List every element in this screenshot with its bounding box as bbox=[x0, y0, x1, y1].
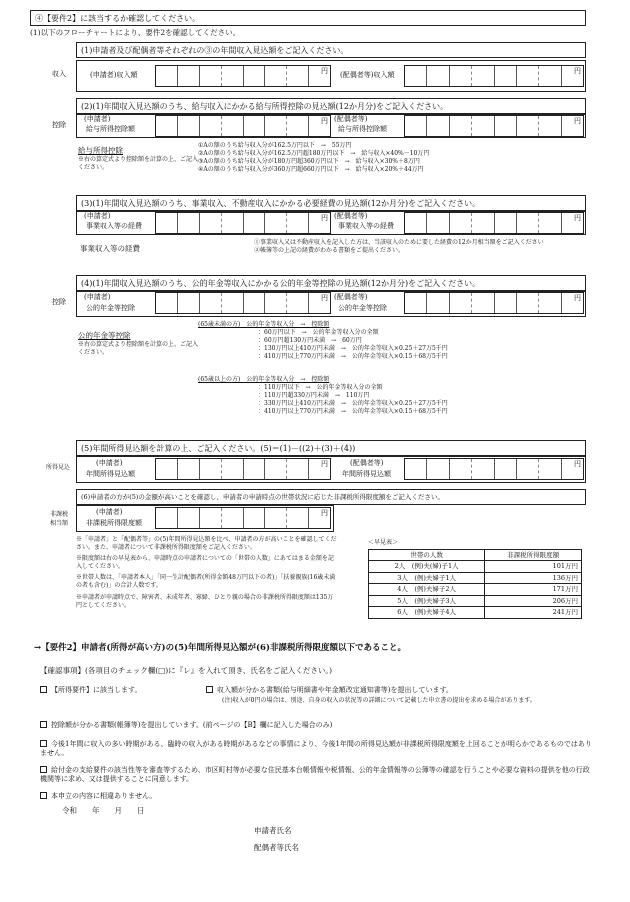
spouse-name-label: 配偶者等氏名 bbox=[254, 843, 299, 852]
s3-rule: ②帳簿等の上記の経費がわかる書類をご提出ください。 bbox=[254, 247, 405, 255]
s4-applicant-label1: (申請者) bbox=[84, 293, 111, 301]
s4-spouse-label1: (配偶者等) bbox=[334, 293, 368, 301]
s6-applicant-label1: (申請者) bbox=[96, 508, 123, 516]
limit-value: 241万円 bbox=[485, 607, 582, 618]
yen-label: 円 bbox=[574, 214, 581, 222]
s1-title: (1)申請者及び配偶者等それぞれの③の年間収入見込額をご記入ください。 bbox=[76, 42, 586, 58]
s3-applicant-label2: 事業収入等の経費 bbox=[86, 222, 142, 230]
note-item: ※申請者が申請時点で、障害者、未成年者、寡婦、ひとり親の場合の非課税所得限度額は135万円としてください。 bbox=[76, 593, 334, 609]
confirm-item-consent bbox=[40, 766, 596, 784]
table-header: 世帯の人数 bbox=[369, 550, 485, 561]
s2-spouse-amount[interactable] bbox=[404, 115, 584, 137]
s4-note: ※右の算定式より控除額を計算の上、ご記入ください。 bbox=[78, 341, 199, 357]
s5-spouse-amount[interactable] bbox=[404, 458, 584, 480]
s1-side-label: 収入 bbox=[52, 70, 66, 78]
household-size: 3人 (例)夫婦子1人 bbox=[369, 572, 485, 583]
s5-applicant-amount[interactable] bbox=[155, 458, 331, 480]
s4-under65-head: (65歳未満の方) 公的年金等収入分 → 控除額 bbox=[198, 321, 330, 328]
checkbox[interactable] bbox=[40, 721, 47, 728]
yen-label: 円 bbox=[321, 214, 328, 222]
yen-label: 円 bbox=[574, 294, 581, 302]
yen-label: 円 bbox=[321, 509, 328, 517]
yen-label: 円 bbox=[321, 117, 328, 125]
confirm-item-income bbox=[40, 686, 141, 695]
s5-spouse-label1: (配偶者等) bbox=[350, 459, 384, 467]
applicant-name-label: 申請者氏名 bbox=[254, 826, 292, 835]
s4-rule: ：60万円超130万円未満 → 60万円 bbox=[258, 337, 362, 345]
s6-applicant-label2: 非課税所得限度額 bbox=[86, 519, 142, 527]
checkbox[interactable] bbox=[40, 792, 47, 799]
yen-label: 円 bbox=[574, 460, 581, 468]
yen-label: 円 bbox=[321, 460, 328, 468]
s4-rule: ：110万円以下 → 公的年金等収入分の全額 bbox=[258, 384, 383, 392]
confirm-text: 今後1年間に収入の多い時期がある、臨時の収入がある時期があるなどの事情により、今後1年間の所得見込額が非課税所得限度額を上回ることが明らかであるものではありません。 bbox=[40, 740, 592, 757]
date-field[interactable]: 令和 年 月 日 bbox=[62, 806, 145, 815]
s4-side-label: 控除 bbox=[52, 298, 66, 306]
household-size: 5人 (例)夫婦子3人 bbox=[369, 595, 485, 606]
s2-rules bbox=[198, 142, 429, 174]
s3-applicant-label1: (申請者) bbox=[84, 212, 111, 220]
s6-side-label1: 非課税 bbox=[50, 511, 69, 518]
s3-spouse-label1: (配偶者等) bbox=[334, 212, 368, 220]
s5-side-label: 所得見込 bbox=[46, 464, 71, 471]
s2-spouse-label2: 給与所得控除額 bbox=[338, 125, 387, 133]
s2-title: (2)(1)年間収入見込額のうち、給与収入にかかる給与所得控除の見込額(12か月分)をご記入ください。 bbox=[76, 98, 586, 114]
s4-rule: ：330万円以上410万円未満 → 公的年金等収入×0.25＋27万5千円 bbox=[258, 400, 448, 408]
s4-rule: ：130万円以上410万円未満 → 公的年金等収入×0.25＋27万5千円 bbox=[258, 345, 448, 353]
limit-value: 171万円 bbox=[485, 584, 582, 595]
s4-under65 bbox=[198, 321, 448, 361]
s2-note: ※右の算定式より控除額を計算の上、ご記入ください。 bbox=[78, 156, 199, 172]
checkbox[interactable] bbox=[40, 766, 47, 773]
note-item: ※世帯人数は、「申請者本人」「同一生計配偶者(所得金額48万円以下の者)」「扶養親族(16歳未満の者も含む)」の合計人数です。 bbox=[76, 574, 336, 590]
s6-limit-amount[interactable] bbox=[155, 507, 331, 529]
s4-title: (4)(1)年間収入見込額のうち、公的年金等収入にかかる公的年金等控除の見込額(12か月分)をご記入ください。 bbox=[76, 275, 586, 291]
s4-rule: ：410万円以上770万円未満 → 公的年金等収入×0.15＋68万5千円 bbox=[258, 353, 448, 361]
confirm-text: 収入額が分かる書類(給与明細書や年金額改定通知書等)を提出しています。 bbox=[217, 686, 453, 694]
yen-label: 円 bbox=[321, 294, 328, 302]
s1-spouse-amount[interactable] bbox=[404, 65, 584, 87]
s6-side-label2: 相当額 bbox=[50, 520, 69, 527]
confirm-item-docs bbox=[206, 686, 453, 695]
confirm-item-future bbox=[40, 740, 596, 758]
confirm-item-deduction bbox=[40, 721, 332, 730]
s2-rule: ①Aの額のうち給与収入分が162.5万円以下 → 55万円 bbox=[198, 142, 352, 149]
confirm-text: 給付金の支給要件の該当性等を審査等するため、市区町村等が必要な住民基本台帳情報や税情報、公的年金情報等の公簿等の確認を行うことや必要な資料の提供を他の行政機関等に求め、又は提供することに同意します。 bbox=[40, 766, 590, 783]
checkbox[interactable] bbox=[40, 740, 47, 747]
s1-applicant-amount[interactable] bbox=[155, 65, 331, 87]
s2-rule: ④Aの額のうち給与収入分が360万円超660万円以下 → 給与収入×20%＋44万円 bbox=[198, 166, 424, 174]
s3-rule: ①事業収入又は不動産収入を記入した方は、当該収入のために要した経費の12か月相当額をご記入ください bbox=[254, 239, 544, 246]
note-item: ※「申請者」と「配偶者等」の(5)年間所得見込額を比べ、申請者の方が高いことを確認してください。また、申請者について非課税所得限度額をご記入ください。 bbox=[76, 536, 337, 552]
household-size: 2人 (例)夫(婦)子1人 bbox=[369, 561, 485, 572]
s4-applicant-label2: 公的年金等控除 bbox=[86, 304, 135, 312]
intro-text: (1)以下のフローチャートにより、要件2を確認してください。 bbox=[30, 28, 241, 37]
s2-applicant-label2: 給与所得控除額 bbox=[86, 125, 135, 133]
s3-spouse-label2: 事業収入等の経費 bbox=[338, 222, 394, 230]
checkbox[interactable] bbox=[206, 686, 213, 693]
confirm-text: 【所得要件】に該当します。 bbox=[51, 686, 142, 694]
s4-rule: ：60万円以下 → 公的年金等収入分の全額 bbox=[258, 329, 379, 337]
household-size: 4人 (例)夫婦子2人 bbox=[369, 584, 485, 595]
s4-rule: ：110万円超330万円未満 → 110万円 bbox=[258, 392, 370, 400]
yen-label: 円 bbox=[574, 67, 581, 75]
table-caption: ＜早見表＞ bbox=[368, 539, 399, 546]
table-row bbox=[369, 607, 582, 618]
s5-spouse-label2: 年間所得見込額 bbox=[342, 470, 391, 478]
note-item: ※限度額は右の早見表から、申請時点の申請者についての「世帯の人数」にあてはまる金額を記入してください。 bbox=[76, 555, 334, 571]
s6-title: (6)申請者の方が(5)の金額が高いことを確認し、申請者の申請時点の世帯状況に応じた非課税所得限度額をご記入ください。 bbox=[76, 489, 586, 505]
yen-label: 円 bbox=[574, 117, 581, 125]
confirm-note: (注)収入が0円の場合は、別途、自身の収入の状況等の詳細について記載した申立書の提出を求める場合があります。 bbox=[222, 697, 536, 704]
household-size: 6人 (例)夫婦子4人 bbox=[369, 607, 485, 618]
s5-applicant-label1: (申請者) bbox=[96, 459, 123, 467]
confirm-text: 控除額が分かる書類(帳簿等)を提出しています。(前ページの【B】欄に記入した場合のみ) bbox=[51, 721, 333, 729]
table-row bbox=[369, 561, 582, 572]
s5-applicant-label2: 年間所得見込額 bbox=[86, 470, 135, 478]
s2-spouse-label1: (配偶者等) bbox=[334, 115, 368, 123]
s2-rule: ②Aの額のうち給与収入分が162.5万円超180万円以下 → 給与収入×40%－10万円 bbox=[198, 150, 430, 158]
s4-spouse-amount[interactable] bbox=[404, 292, 584, 314]
s3-title: (3)(1)年間収入見込額のうち、事業収入、不動産収入にかかる必要経費の見込額(12か月分)をご記入ください。 bbox=[76, 195, 586, 211]
s3-rules bbox=[254, 239, 544, 255]
s3-applicant-amount[interactable] bbox=[155, 212, 331, 234]
table-row bbox=[369, 595, 582, 606]
limit-value: 206万円 bbox=[485, 595, 582, 606]
s4-spouse-label2: 公的年金等控除 bbox=[338, 304, 387, 312]
s5-title: (5)年間所得見込額を計算の上、ご記入ください。(5)＝(1)－((2)＋(3)＋(4)) bbox=[76, 440, 586, 456]
s1-spouse-label: (配偶者等)収入額 bbox=[340, 71, 395, 79]
checkbox[interactable] bbox=[40, 686, 47, 693]
s2-applicant-amount[interactable] bbox=[155, 115, 331, 137]
s4-applicant-amount[interactable] bbox=[155, 292, 331, 314]
s3-spouse-amount[interactable] bbox=[404, 212, 584, 234]
yen-label: 円 bbox=[321, 67, 328, 75]
s4-note-title: 公的年金等控除 bbox=[78, 331, 131, 340]
s2-note-title: 給与所得控除 bbox=[78, 146, 123, 155]
table-header: 非課税所得限度額 bbox=[485, 550, 582, 561]
limit-value: 136万円 bbox=[485, 572, 582, 583]
s2-side-label: 控除 bbox=[52, 121, 66, 129]
s2-applicant-label1: (申請者) bbox=[84, 115, 111, 123]
confirm-title: 【確認事項】(各項目のチェック欄(□)に『レ』を入れて頂き、氏名をご記入ください。) bbox=[40, 666, 333, 675]
confirm-text: 本申立の内容に相違ありません。 bbox=[51, 792, 157, 800]
table-row bbox=[369, 584, 582, 595]
limit-lookup-table bbox=[368, 549, 582, 619]
section-heading: ④【要件2】に該当するか確認してください。 bbox=[30, 10, 586, 26]
table-row bbox=[369, 572, 582, 583]
requirement-statement: →【要件2】申請者(所得が高い方)の(5)年間所得見込額が(6)非課税所得限度額以下であること。 bbox=[34, 643, 406, 653]
s2-rule: ③Aの額のうち給与収入分が180万円超360万円以下 → 給与収入×30%＋8万円 bbox=[198, 158, 420, 166]
confirm-item-truth bbox=[40, 792, 156, 801]
s1-applicant-label: (申請者)収入額 bbox=[90, 71, 138, 79]
s4-over65 bbox=[198, 376, 448, 416]
s4-rule: ：410万円以上770万円未満 → 公的年金等収入×0.15＋68万5千円 bbox=[258, 408, 448, 416]
limit-value: 101万円 bbox=[485, 561, 582, 572]
s3-note-title: 事業収入等の経費 bbox=[80, 244, 140, 253]
s4-over65-head: (65歳以上の方) 公的年金等収入分 → 控除額 bbox=[198, 376, 330, 383]
notes bbox=[76, 536, 338, 610]
